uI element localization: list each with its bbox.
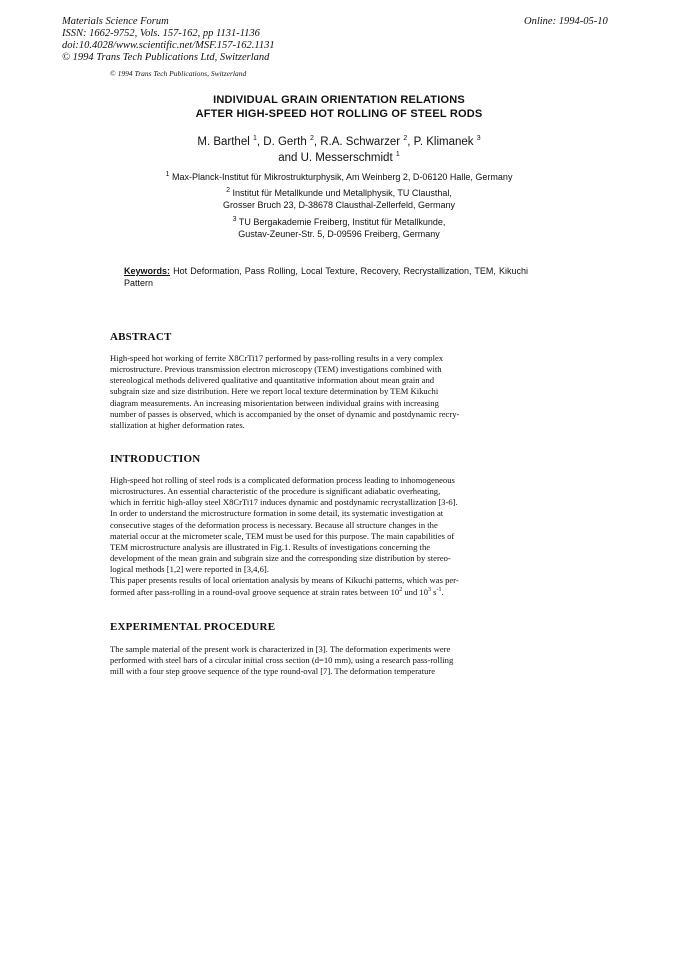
abstract-heading: ABSTRACT bbox=[110, 331, 172, 343]
publisher-copyright: © 1994 Trans Tech Publications Ltd, Switzerland bbox=[62, 52, 270, 63]
author-name: M. Barthel bbox=[197, 136, 250, 148]
affiliation-text: Institut für Metallkunde und Metallphysik, TU Clausthal, bbox=[232, 188, 452, 198]
text-fragment: und 10 bbox=[402, 586, 428, 597]
superscript: -1 bbox=[436, 586, 442, 593]
affiliation-marker: 3 bbox=[476, 135, 481, 143]
text-line: stallization at higher deformation rates. bbox=[110, 419, 245, 430]
author-name: R.A. Schwarzer bbox=[320, 136, 401, 148]
text-line: The sample material of the present work is characterized in [3]. The deformation experiments were bbox=[110, 644, 451, 654]
text-line: High-speed hot rolling of steel rods is a complicated deformation process leading to inhomogeneous bbox=[110, 475, 455, 485]
text-line: development of the mean grain and subgrain size and the corresponding size distribution by stereo- bbox=[110, 553, 451, 564]
text-line: In order to understand the microstructure formation in some detail, its systematic investigation at bbox=[110, 508, 444, 519]
text-line: stereological methods delivered qualitative and quantitative information about mean grain and bbox=[110, 375, 435, 386]
text-fragment: . bbox=[441, 586, 444, 597]
author-name: and U. Messerschmidt bbox=[278, 152, 393, 164]
text-line: microstructure. Previous transmission electron microscopy (TEM) investigations combined with bbox=[110, 364, 442, 375]
text-line: microstructures. An essential characteristic of the procedure is significant adiabatic overheating, bbox=[110, 486, 441, 497]
affiliation-text: Max-Planck-Institut für Mikrostrukturphysik, Am Weinberg 2, D-06120 Halle, Germany bbox=[171, 172, 513, 182]
text-line: performed with steel bars of a circular initial cross section (d=10 mm), using a research pass-rolling bbox=[110, 655, 454, 666]
keywords-label: Keywords: bbox=[124, 266, 171, 276]
author-line-1 bbox=[0, 135, 678, 150]
abstract-body bbox=[110, 353, 538, 431]
author-name: P. Klimanek bbox=[413, 136, 474, 148]
author-separator: , bbox=[407, 136, 414, 148]
journal-name: Materials Science Forum bbox=[62, 16, 169, 27]
text-line: which in ferritic high-alloy steel X8CrTi17 induces dynamic and postdynamic recrystallization [3-6]. bbox=[110, 497, 458, 508]
keywords bbox=[124, 265, 528, 289]
affiliation-2 bbox=[0, 187, 678, 211]
author-line-2 bbox=[0, 151, 678, 166]
affiliation-text: TU Bergakademie Freiberg, Institut für Metallkunde, bbox=[238, 217, 446, 227]
affiliation-number: 1 bbox=[165, 171, 170, 178]
text-line: subgrain size and size distribution. Here we report local texture determination by TEM Kikuchi bbox=[110, 386, 439, 397]
affiliation-number: 2 bbox=[226, 187, 230, 194]
superscript: 2 bbox=[399, 586, 403, 593]
paper-title-line-2: AFTER HIGH-SPEED HOT ROLLING OF STEEL RODS bbox=[195, 108, 483, 120]
text-fragment: s bbox=[431, 586, 437, 597]
experimental-heading: EXPERIMENTAL PROCEDURE bbox=[110, 621, 276, 633]
paper-title-line-1: INDIVIDUAL GRAIN ORIENTATION RELATIONS bbox=[213, 94, 465, 106]
text-line-last bbox=[110, 587, 538, 598]
affiliation-marker: 1 bbox=[395, 151, 400, 159]
keywords-text: Hot Deformation, Pass Rolling, Local Texture, Recovery, Recrystallization, TEM, Kikuchi Pattern bbox=[124, 266, 528, 288]
text-line: mill with a four step groove sequence of the type round-oval [7]. The deformation temperature bbox=[110, 666, 436, 677]
text-line: This paper presents results of local orientation analysis by means of Kikuchi patterns, which was per- bbox=[110, 575, 459, 586]
text-line: High-speed hot working of ferrite X8CrTi17 performed by pass-rolling results in a very complex bbox=[110, 353, 444, 363]
introduction-body bbox=[110, 475, 538, 598]
online-date: Online: 1994-05-10 bbox=[524, 16, 608, 27]
text-line: number of passes is observed, which is accompanied by the onset of dynamic and postdynamic recry- bbox=[110, 408, 460, 419]
affiliation-3 bbox=[0, 216, 678, 240]
text-line: material occur at the micrometer scale, TEM must be used for this purpose. The main capabilities of bbox=[110, 530, 455, 541]
affiliation-text: Gustav-Zeuner-Str. 5, D-09596 Freiberg, Germany bbox=[238, 229, 440, 239]
text-fragment: formed after pass-rolling in a round-oval groove sequence at strain rates between 10 bbox=[110, 586, 400, 597]
affiliation-marker: 2 bbox=[403, 135, 408, 143]
introduction-heading: INTRODUCTION bbox=[110, 453, 201, 465]
author-name: D. Gerth bbox=[263, 136, 307, 148]
author-separator: , bbox=[313, 136, 321, 148]
affiliation-number: 3 bbox=[232, 216, 237, 223]
text-line: diagram measurements. An increasing misorientation between individual grains with increasing bbox=[110, 397, 439, 408]
author-separator: , bbox=[256, 136, 264, 148]
text-line: logical methods [1,2] were reported in [3,4,6]. bbox=[110, 564, 269, 575]
affiliation-marker: 2 bbox=[309, 135, 314, 143]
text-line: TEM microstructure analysis are illustrated in Fig.1. Results of investigations concerning the bbox=[110, 541, 431, 552]
superscript: 3 bbox=[428, 586, 431, 593]
experimental-body bbox=[110, 644, 538, 677]
small-copyright: © 1994 Trans Tech Publications, Switzerland bbox=[110, 69, 247, 78]
doi-line[interactable]: doi:10.4028/www.scientific.net/MSF.157-162.1131 bbox=[62, 40, 275, 51]
issn-line: ISSN: 1662-9752, Vols. 157-162, pp 1131-1136 bbox=[62, 28, 260, 39]
affiliation-1 bbox=[0, 171, 678, 183]
affiliation-marker: 1 bbox=[252, 135, 257, 143]
text-line: consecutive stages of the deformation process is necessary. Because all structure changes in the bbox=[110, 519, 438, 530]
affiliation-text: Grosser Bruch 23, D-38678 Clausthal-Zellerfeld, Germany bbox=[222, 200, 456, 210]
